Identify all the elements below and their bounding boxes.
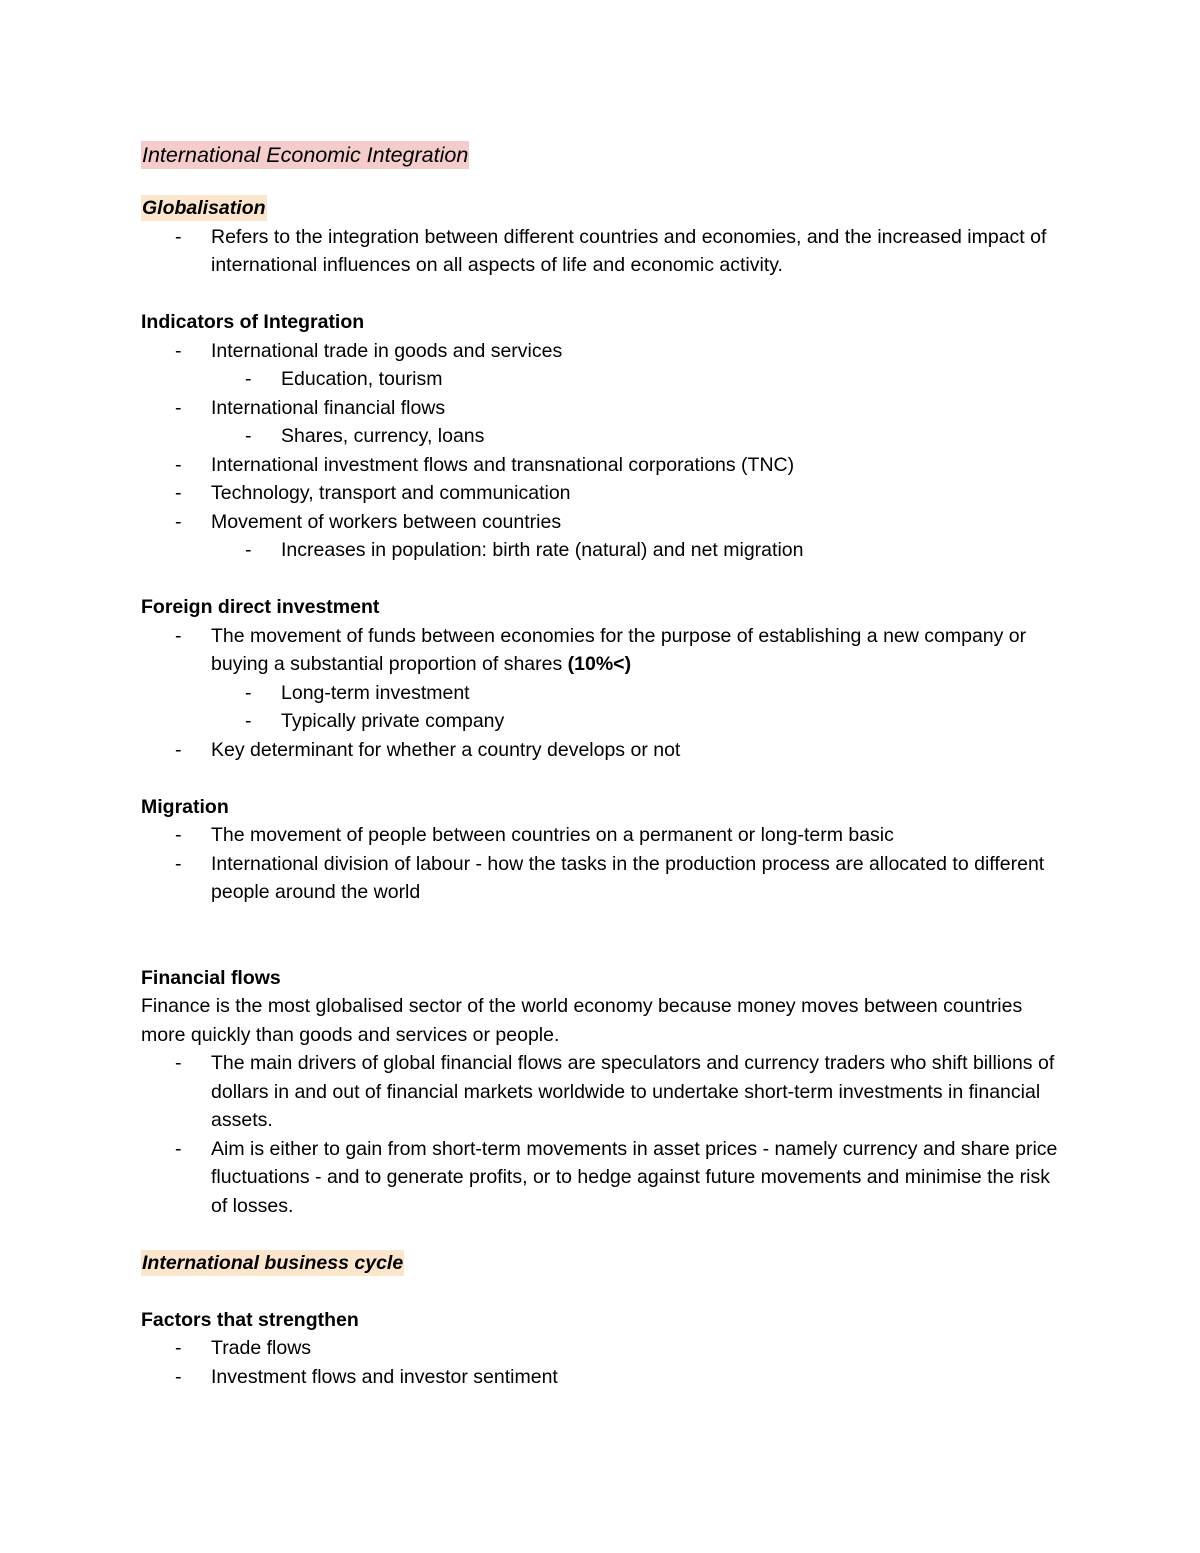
list-item: - Investment flows and investor sentiment xyxy=(141,1363,1071,1392)
list-item-text: International financial flows xyxy=(211,396,446,419)
list-item: - Key determinant for whether a country develops or not xyxy=(141,736,1071,765)
list-item: - Aim is either to gain from short-term movements in asset prices - namely currency and share price fluctuations - and to generate profits, or to hedge against future movements and minimise the risk of losses. xyxy=(141,1135,1071,1221)
list-item: - Refers to the integration between different countries and economies, and the increased impact of international influences on all aspects of life and economic activity. xyxy=(141,223,1071,280)
list-item-text: International trade in goods and services xyxy=(211,339,563,362)
list-item: - Technology, transport and communication xyxy=(141,479,1071,508)
sub-list-item: - Typically private company xyxy=(211,707,1071,736)
sub-list xyxy=(211,365,1071,394)
sub-list xyxy=(211,422,1071,451)
list-item: - International division of labour - how the tasks in the production process are allocated to different people around the world xyxy=(141,850,1071,907)
sub-list-item: - Increases in population: birth rate (natural) and net migration xyxy=(211,536,1071,565)
globalisation-heading-text: Globalisation xyxy=(142,197,266,219)
financial-flows-list xyxy=(141,1049,1071,1220)
list-item xyxy=(141,337,1071,394)
financial-flows-heading: Financial flows xyxy=(141,966,281,989)
fdi-list xyxy=(141,622,1071,765)
bold-percentage: (10%<) xyxy=(567,653,632,675)
financial-flows-intro: Finance is the most globalised sector of the world economy because money moves between countries more quickly than goods and services or people. xyxy=(141,995,1023,1046)
sub-list xyxy=(211,536,1071,565)
title-text: International Economic Integration xyxy=(142,143,469,167)
globalisation-heading xyxy=(141,194,1071,223)
sub-list-item: - Education, tourism xyxy=(211,365,1071,394)
business-cycle-heading xyxy=(141,1249,1071,1278)
list-item-text: Movement of workers between countries xyxy=(211,510,562,533)
list-item-text: The movement of funds between economies for the purpose of establishing a new company or buying a substantial proportion of shares xyxy=(211,624,1027,675)
strengthen-heading: Factors that strengthen xyxy=(141,1308,359,1331)
list-item: - The main drivers of global financial flows are speculators and currency traders who shift billions of dollars in and out of financial markets worldwide to undertake short-term investments in financial assets. xyxy=(141,1049,1071,1135)
migration-list xyxy=(141,821,1071,907)
globalisation-list xyxy=(141,223,1071,280)
document-content xyxy=(141,136,1071,1391)
document-title xyxy=(141,136,1071,174)
indicators-heading: Indicators of Integration xyxy=(141,311,365,333)
fdi-heading: Foreign direct investment xyxy=(141,596,380,618)
sub-list-item: - Shares, currency, loans xyxy=(211,422,1071,451)
sub-list xyxy=(211,679,1071,736)
indicators-list xyxy=(141,337,1071,565)
strengthen-list xyxy=(141,1334,1071,1391)
sub-list-item: - Long-term investment xyxy=(211,679,1071,708)
list-item xyxy=(141,508,1071,565)
list-item: - Trade flows xyxy=(141,1334,1071,1363)
list-item: - The movement of people between countries on a permanent or long-term basic xyxy=(141,821,1071,850)
list-item: - International investment flows and transnational corporations (TNC) xyxy=(141,451,1071,480)
business-cycle-heading-text: International business cycle xyxy=(142,1251,404,1274)
list-item xyxy=(141,622,1071,736)
list-item xyxy=(141,394,1071,451)
migration-heading: Migration xyxy=(141,795,229,818)
